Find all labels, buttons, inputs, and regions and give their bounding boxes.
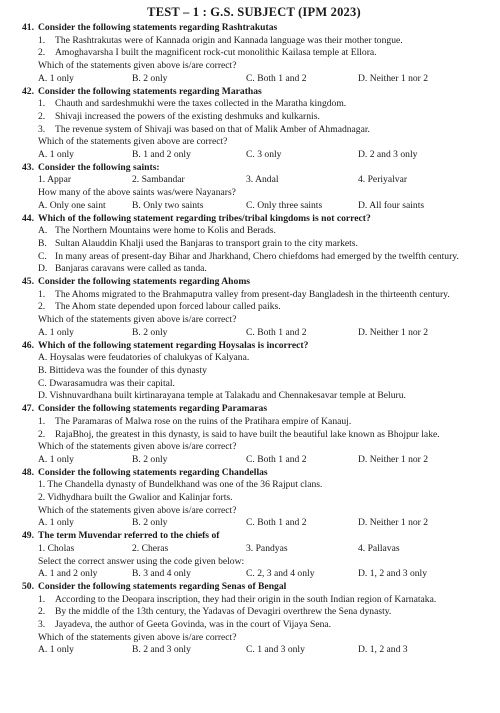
statement-text: The revenue system of Shivaji was based on that of Malik Amber of Ahmadnagar. <box>55 123 370 135</box>
question-text: Consider the following statements regarding Marathas <box>38 85 262 97</box>
answer-option: A. 1 only <box>38 72 74 84</box>
question-heading <box>22 467 486 480</box>
question-prompt: Which of the statements given above are correct? <box>38 136 228 148</box>
answer-option: C. Both 1 and 2 <box>246 326 307 338</box>
question-number: 46. <box>22 339 34 351</box>
question-heading <box>22 86 486 99</box>
list-item: 4. Pallavas <box>358 542 400 554</box>
answer-options <box>38 327 486 340</box>
question-text: Which of the following statement regarding tribes/tribal kingdoms is not correct? <box>38 212 371 224</box>
answer-option: C. 3 only <box>246 149 282 161</box>
answer-option: A. Only one saint <box>38 199 106 211</box>
answer-option: C. Both 1 and 2 <box>246 517 307 529</box>
statement <box>38 301 486 314</box>
question-heading <box>22 162 486 175</box>
item-list <box>38 174 486 187</box>
question-heading <box>22 581 486 594</box>
question-number: 47. <box>22 403 34 415</box>
statement <box>38 594 486 607</box>
answer-options <box>38 568 486 581</box>
statement <box>38 289 486 302</box>
statement-text: Sultan Alauddin Khalji used the Banjaras to transport grain to the city markets. <box>55 237 358 249</box>
answer-option: B. 2 only <box>132 453 168 465</box>
answer-option: B. Only two saints <box>132 199 204 211</box>
statement-text: The Paramaras of Malwa rose on the ruins of the Pratihara empire of Kanauj. <box>55 415 352 427</box>
statement-text: The Ahom state depended upon forced labour called paiks. <box>55 301 281 313</box>
statement-text: The Northern Mountains were home to Kolis and Berads. <box>55 225 276 237</box>
question-text: Consider the following statements regarding Chandellas <box>38 466 268 478</box>
statement-label: 2. <box>38 47 46 59</box>
statement-text: According to the Deopara inscription, they had their origin in the south Indian region of Karnataka. <box>55 593 437 605</box>
statement-text: The Ahoms migrated to the Brahmaputra valley from present-day Bangladesh in the thirteenth century. <box>55 288 450 300</box>
statement-text: Amoghavarsha I built the magnificent rock-cut monolithic Kailasa temple at Ellora. <box>55 47 377 59</box>
question-prompt: Which of the statements given above is/are correct? <box>38 631 237 643</box>
question-heading <box>22 213 486 226</box>
question-number: 45. <box>22 276 34 288</box>
question-text: Consider the following statements regarding Ahoms <box>38 276 251 288</box>
question-number: 42. <box>22 85 34 97</box>
list-item: 2. Sambandar <box>132 174 185 186</box>
list-item: 3. Andal <box>246 174 279 186</box>
question-number: 43. <box>22 161 34 173</box>
answer-option: A. 1 only <box>38 326 74 338</box>
statement-label: 3. <box>38 619 46 631</box>
question-45 <box>22 276 486 340</box>
question-body <box>22 225 486 276</box>
answer-option: A. 1 only <box>38 453 74 465</box>
question-46 <box>22 340 486 404</box>
statement <box>38 619 486 632</box>
answer-option: D. Neither 1 nor 2 <box>358 72 429 84</box>
answer-option: A. 1 only <box>38 644 74 656</box>
list-item: 2. Cheras <box>132 542 169 554</box>
statement <box>38 238 486 251</box>
question-number: 48. <box>22 466 34 478</box>
question-prompt: Which of the statements given above is/are correct? <box>38 441 237 453</box>
answer-option: D. 2 and 3 only <box>358 149 418 161</box>
answer-option: B. 2 only <box>132 326 168 338</box>
statement-label: 2. <box>38 606 46 618</box>
statement-label: 1. <box>38 98 46 110</box>
question-41 <box>22 22 486 86</box>
answer-option: D. 1, 2 and 3 only <box>358 568 428 580</box>
question-prompt: How many of the above saints was/were Nayanars? <box>38 187 236 199</box>
statement-label: C. <box>38 250 47 262</box>
answer-option: A. 1 and 2 only <box>38 568 98 580</box>
list-item: 3. Pandyas <box>246 542 288 554</box>
question-text: Consider the following statements regarding Rashtrakutas <box>38 22 278 33</box>
answer-option: C. 1 and 3 only <box>246 644 305 656</box>
answer-option: B. 2 only <box>132 72 168 84</box>
question-body <box>22 352 486 403</box>
question-prompt: Which of the statements given above is/are correct? <box>38 504 237 516</box>
question-44 <box>22 213 486 277</box>
question-body <box>22 479 486 530</box>
answer-option: C. Only three saints <box>246 199 323 211</box>
statement: 2. Vidhydhara built the Gwalior and Kalinjar forts. <box>38 492 233 504</box>
statement <box>38 35 486 48</box>
statement <box>38 251 486 264</box>
answer-option: D. Neither 1 nor 2 <box>358 326 429 338</box>
answer-option: D. Neither 1 nor 2 <box>358 517 429 529</box>
answer-option: B. 3 and 4 only <box>132 568 191 580</box>
statement-label: 1. <box>38 34 46 46</box>
answer-option: D. Neither 1 nor 2 <box>358 453 429 465</box>
statement: A. Hoysalas were feudatories of chalukyas of Kalyana. <box>38 352 250 364</box>
statement-label: 2. <box>38 428 46 440</box>
question-prompt: Which of the statements given above is/are correct? <box>38 314 237 326</box>
answer-options <box>38 73 486 86</box>
question-42 <box>22 86 486 162</box>
statement <box>38 47 486 60</box>
question-prompt: Select the correct answer using the code given below: <box>38 555 245 567</box>
question-heading <box>22 530 486 543</box>
question-text: Which of the following statement regarding Hoysalas is incorrect? <box>38 339 309 351</box>
question-heading <box>22 340 486 353</box>
question-47 <box>22 403 486 467</box>
question-body <box>22 98 486 162</box>
answer-option: C. Both 1 and 2 <box>246 72 307 84</box>
item-list <box>38 543 486 556</box>
question-text: Consider the following statements regarding Senas of Bengal <box>38 580 287 592</box>
statement-label: 1. <box>38 593 46 605</box>
question-text: Consider the following statements regarding Paramaras <box>38 403 268 415</box>
answer-option: B. 2 and 3 only <box>132 644 191 656</box>
statement <box>38 124 486 137</box>
question-43 <box>22 162 486 213</box>
answer-option: A. 1 only <box>38 149 74 161</box>
question-number: 41. <box>22 22 34 33</box>
statement-text: Chauth and sardeshmukhi were the taxes collected in the Maratha kingdom. <box>55 98 347 110</box>
list-item: 4. Periyalvar <box>358 174 408 186</box>
question-number: 44. <box>22 212 34 224</box>
question-body <box>22 594 486 658</box>
statement-text: The Rashtrakutas were of Kannada origin and Kannada language was their mother tongue. <box>55 34 403 46</box>
statement <box>38 416 486 429</box>
question-prompt: Which of the statements given above is/are correct? <box>38 60 237 72</box>
list-item: 1. Appar <box>38 174 72 186</box>
question-heading <box>22 403 486 416</box>
statement-text: In many areas of present-day Bihar and Jharkhand, Chero chiefdoms had emerged by the twelfth century. <box>55 250 459 262</box>
question-50 <box>22 581 486 657</box>
answer-options <box>38 454 486 467</box>
question-text: The term Muvendar referred to the chiefs of <box>38 530 220 542</box>
question-number: 50. <box>22 580 34 592</box>
statement: B. Bittideva was the founder of this dynasty <box>38 364 207 376</box>
answer-option: D. 1, 2 and 3 <box>358 644 408 656</box>
answer-option: C. 2, 3 and 4 only <box>246 568 315 580</box>
answer-options <box>38 200 486 213</box>
statement-label: 2. <box>38 301 46 313</box>
statement <box>38 98 486 111</box>
statement-label: B. <box>38 237 47 249</box>
question-number: 49. <box>22 530 34 542</box>
question-body <box>22 416 486 467</box>
statement: C. Dwarasamudra was their capital. <box>38 377 175 389</box>
statement: 1. The Chandella dynasty of Bundelkhand was one of the 36 Rajput clans. <box>38 479 323 491</box>
statement-text: By the middle of the 13th century, the Yadavas of Devagiri overthrew the Sena dynasty. <box>55 606 392 618</box>
statement-label: 3. <box>38 123 46 135</box>
statement-label: 1. <box>38 288 46 300</box>
answer-option: C. Both 1 and 2 <box>246 453 307 465</box>
answer-option: B. 2 only <box>132 517 168 529</box>
statement <box>38 429 486 442</box>
statement <box>38 225 486 238</box>
answer-option: D. All four saints <box>358 199 425 211</box>
statement: D. Vishnuvardhana built kirtinarayana temple at Talakadu and Chennakesavar temple at Beluru. <box>38 390 406 402</box>
statement <box>38 263 486 276</box>
answer-option: A. 1 only <box>38 517 74 529</box>
question-body <box>22 543 486 581</box>
answer-options <box>38 149 486 162</box>
question-text: Consider the following saints: <box>38 161 160 173</box>
list-item: 1. Cholas <box>38 542 75 554</box>
question-49 <box>22 530 486 581</box>
statement-label: A. <box>38 225 48 237</box>
page-title: TEST – 1 : G.S. SUBJECT (IPM 2023) <box>147 5 361 19</box>
statement-text: Jayadeva, the author of Geeta Govinda, was in the court of Vijaya Sena. <box>55 619 332 631</box>
statement-text: Shivaji increased the powers of the existing deshmuks and kulkarnis. <box>55 110 320 122</box>
statement-label: 1. <box>38 415 46 427</box>
question-body <box>22 35 486 86</box>
question-heading <box>22 22 486 35</box>
question-body <box>22 174 486 212</box>
question-body <box>22 289 486 340</box>
statement <box>38 606 486 619</box>
question-heading <box>22 276 486 289</box>
statement <box>38 111 486 124</box>
question-list <box>22 22 486 657</box>
question-48 <box>22 467 486 531</box>
answer-options <box>38 644 486 657</box>
statement-label: D. <box>38 263 48 275</box>
statement-label: 2. <box>38 110 46 122</box>
answer-options <box>38 517 486 530</box>
answer-option: B. 1 and 2 only <box>132 149 191 161</box>
statement-text: Banjaras caravans were called as tanda. <box>55 263 207 275</box>
statement-text: RajaBhoj, the greatest in this dynasty, is said to have built the beautiful lake known as Bhojpur lake. <box>55 428 440 440</box>
